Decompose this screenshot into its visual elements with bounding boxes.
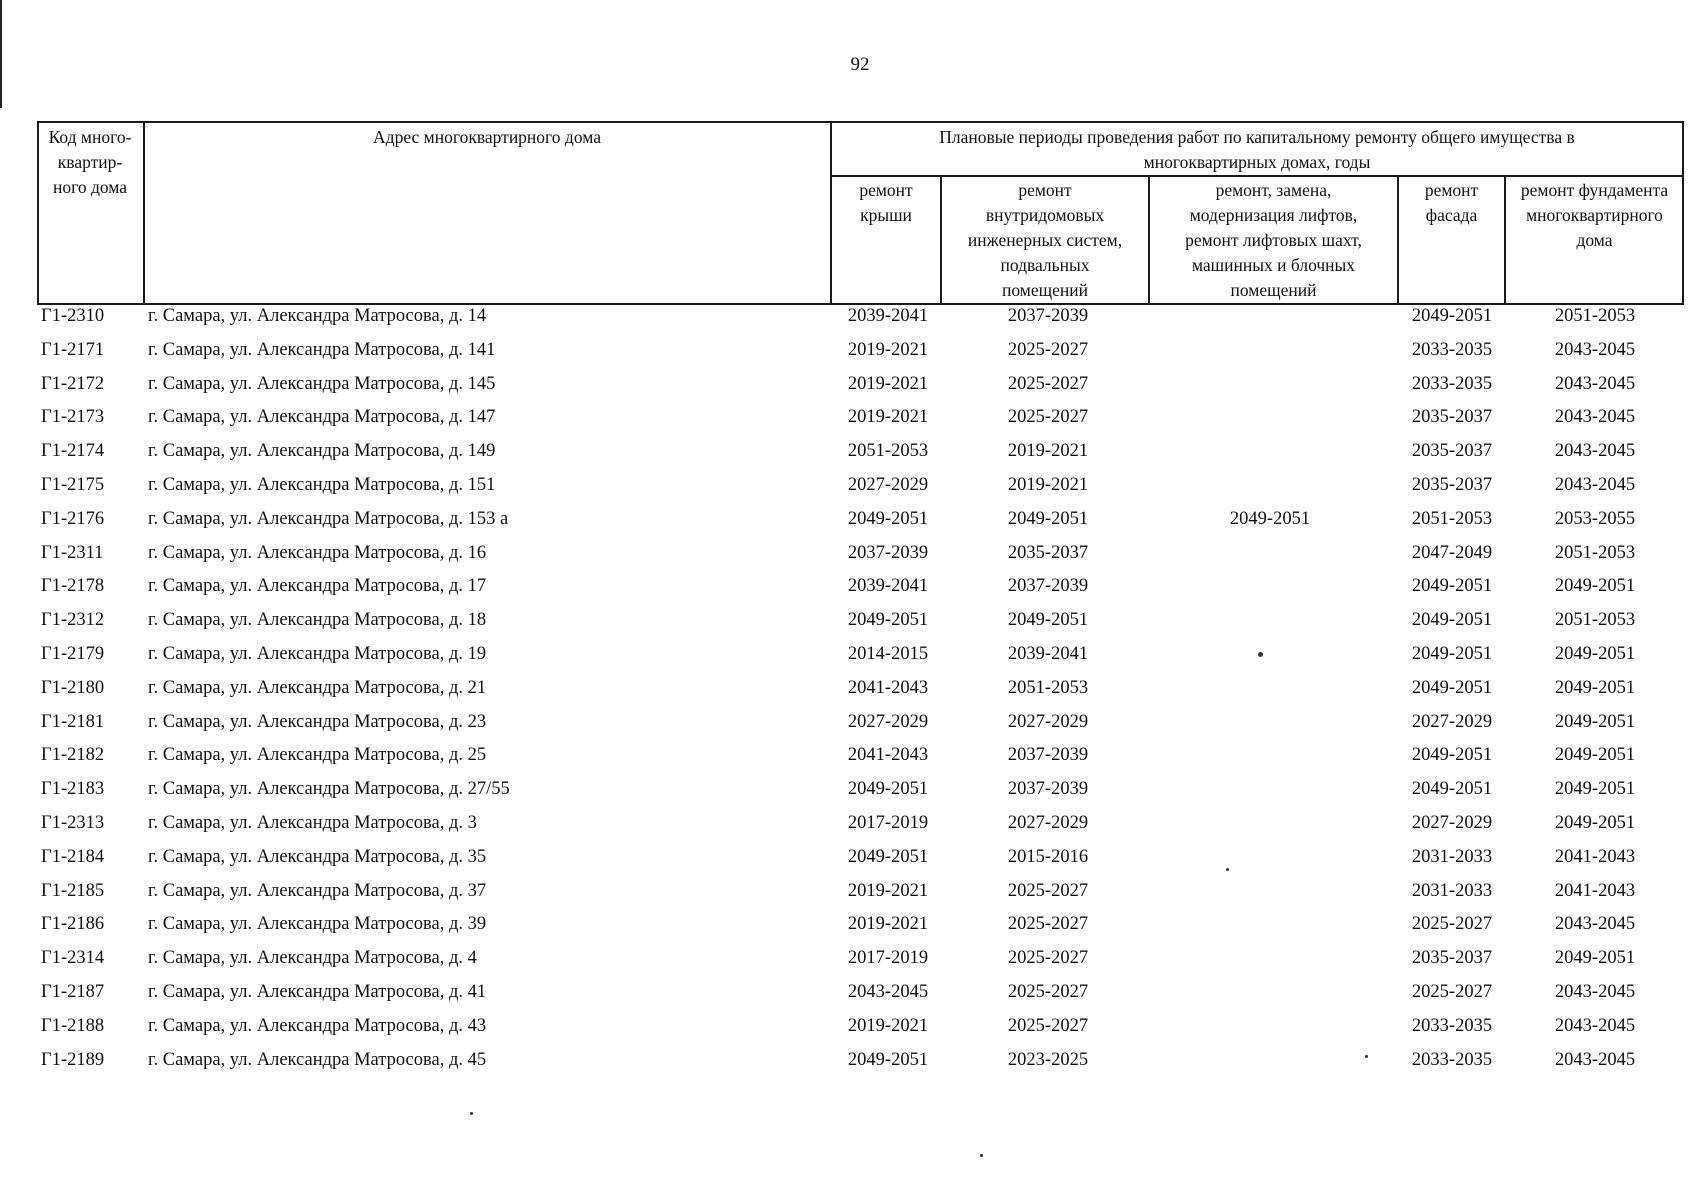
cell-code: Г1-2178 xyxy=(41,576,105,597)
cell-systems: 2025-2027 xyxy=(1007,948,1089,969)
cell-foundation: 2041-2043 xyxy=(1554,880,1636,901)
cell-systems: 2025-2027 xyxy=(1007,339,1089,360)
cell-code: Г1-2180 xyxy=(41,677,105,698)
header-foundation-line: многоквартирного xyxy=(1526,205,1663,225)
table-row xyxy=(0,403,1703,437)
table-row xyxy=(0,539,1703,573)
header-roof-line: крыши xyxy=(860,205,912,225)
cell-facade: 2051-2053 xyxy=(1411,508,1493,529)
cell-address: г. Самара, ул. Александра Матросова, д. 27/55 xyxy=(148,779,510,800)
cell-roof: 2051-2053 xyxy=(847,441,929,462)
cell-address: г. Самара, ул. Александра Матросова, д. 149 xyxy=(148,441,496,462)
table-row xyxy=(0,437,1703,471)
cell-facade: 2031-2033 xyxy=(1411,846,1493,867)
cell-facade: 2033-2035 xyxy=(1411,1049,1493,1070)
table-row xyxy=(0,606,1703,640)
cell-foundation: 2043-2045 xyxy=(1554,1049,1636,1070)
cell-address: г. Самара, ул. Александра Матросова, д. 141 xyxy=(148,339,496,360)
cell-address: г. Самара, ул. Александра Матросова, д. 35 xyxy=(148,846,487,867)
table-row xyxy=(0,674,1703,708)
table-row xyxy=(0,741,1703,775)
header-facade-line: ремонт xyxy=(1424,180,1479,200)
cell-facade: 2049-2051 xyxy=(1411,779,1493,800)
header-address: Адрес многоквартирного дома xyxy=(373,127,601,147)
cell-foundation: 2043-2045 xyxy=(1554,914,1636,935)
cell-address: г. Самара, ул. Александра Матросова, д. 153 а xyxy=(148,508,509,529)
cell-facade: 2035-2037 xyxy=(1411,407,1493,428)
table-row xyxy=(0,843,1703,877)
cell-address: г. Самара, ул. Александра Матросова, д. 14 xyxy=(148,306,487,326)
header-periods-title xyxy=(832,125,1682,175)
cell-facade: 2035-2037 xyxy=(1411,948,1493,969)
cell-address: г. Самара, ул. Александра Матросова, д. 4 xyxy=(148,948,477,969)
header-roof-line: ремонт xyxy=(859,180,913,200)
cell-foundation: 2051-2053 xyxy=(1554,610,1636,631)
cell-foundation: 2041-2043 xyxy=(1554,846,1636,867)
cell-roof: 2019-2021 xyxy=(847,373,929,394)
header-lifts-line: помещений xyxy=(1230,280,1317,300)
cell-facade: 2049-2051 xyxy=(1411,643,1493,664)
cell-code: Г1-2187 xyxy=(41,981,105,1002)
header-top-rule xyxy=(37,121,1684,123)
cell-systems: 2027-2029 xyxy=(1007,812,1089,833)
cell-systems: 2019-2021 xyxy=(1007,441,1089,462)
periods-divider-rule xyxy=(830,175,1684,177)
cell-address: г. Самара, ул. Александра Матросова, д. 37 xyxy=(148,880,487,901)
cell-foundation: 2049-2051 xyxy=(1554,812,1636,833)
cell-roof: 2041-2043 xyxy=(847,677,929,698)
cell-roof: 2049-2051 xyxy=(847,779,929,800)
cell-code: Г1-2184 xyxy=(41,846,105,867)
header-lifts-line: ремонт, замена, xyxy=(1215,180,1332,200)
cell-facade: 2049-2051 xyxy=(1411,677,1493,698)
cell-systems: 2025-2027 xyxy=(1007,914,1089,935)
cell-address: г. Самара, ул. Александра Матросова, д. 19 xyxy=(148,643,487,664)
table-row xyxy=(0,1012,1703,1046)
cell-address: г. Самара, ул. Александра Матросова, д. 21 xyxy=(148,677,487,698)
cell-roof: 2027-2029 xyxy=(847,711,929,732)
cell-roof: 2037-2039 xyxy=(847,542,929,563)
header-systems-line: инженерных систем, xyxy=(967,230,1123,250)
cell-facade: 2033-2035 xyxy=(1411,339,1493,360)
cell-systems: 2019-2021 xyxy=(1007,474,1089,495)
cell-roof: 2049-2051 xyxy=(847,610,929,631)
header-foundation-line: ремонт фундамента xyxy=(1520,180,1669,200)
cell-facade: 2049-2051 xyxy=(1411,610,1493,631)
cell-code: Г1-2171 xyxy=(41,339,105,360)
cell-foundation: 2049-2051 xyxy=(1554,643,1636,664)
scan-speck xyxy=(1258,652,1263,657)
header-periods-title-line: Плановые периоды проведения работ по капитальному ремонту общего имущества в xyxy=(939,127,1575,147)
cell-roof: 2049-2051 xyxy=(847,508,929,529)
header-lifts-line: ремонт лифтовых шахт, xyxy=(1185,230,1362,250)
cell-code: Г1-2311 xyxy=(41,542,104,563)
cell-roof: 2041-2043 xyxy=(847,745,929,766)
cell-roof: 2019-2021 xyxy=(847,914,929,935)
cell-systems: 2037-2039 xyxy=(1007,745,1089,766)
header-code-line: ного дома xyxy=(52,177,128,197)
table-row xyxy=(0,910,1703,944)
table-row xyxy=(0,944,1703,978)
table-row xyxy=(0,708,1703,742)
cell-foundation: 2043-2045 xyxy=(1554,981,1636,1002)
cell-code: Г1-2310 xyxy=(41,306,105,326)
cell-code: Г1-2188 xyxy=(41,1015,105,1036)
cell-code: Г1-2314 xyxy=(41,948,105,969)
cell-code: Г1-2313 xyxy=(41,812,105,833)
cell-systems: 2025-2027 xyxy=(1007,880,1089,901)
cell-facade: 2049-2051 xyxy=(1411,745,1493,766)
cell-address: г. Самара, ул. Александра Матросова, д. 145 xyxy=(148,373,496,394)
cell-facade: 2035-2037 xyxy=(1411,441,1493,462)
cell-roof: 2027-2029 xyxy=(847,474,929,495)
table-row xyxy=(0,336,1703,370)
cell-foundation: 2051-2053 xyxy=(1554,306,1636,326)
table-row xyxy=(0,572,1703,606)
cell-facade: 2027-2029 xyxy=(1411,812,1493,833)
cell-code: Г1-2182 xyxy=(41,745,105,766)
table-body xyxy=(0,302,1703,1079)
table-row xyxy=(0,505,1703,539)
cell-code: Г1-2174 xyxy=(41,441,105,462)
header-systems-line: внутридомовых xyxy=(985,205,1105,225)
cell-foundation: 2043-2045 xyxy=(1554,474,1636,495)
header-code-line: Код много- xyxy=(48,127,132,147)
header-facade xyxy=(1399,178,1504,228)
cell-foundation: 2049-2051 xyxy=(1554,745,1636,766)
cell-systems: 2025-2027 xyxy=(1007,373,1089,394)
cell-foundation: 2049-2051 xyxy=(1554,677,1636,698)
cell-systems: 2049-2051 xyxy=(1007,508,1089,529)
cell-address: г. Самара, ул. Александра Матросова, д. 17 xyxy=(148,576,487,597)
cell-code: Г1-2179 xyxy=(41,643,105,664)
table-row xyxy=(0,775,1703,809)
cell-systems: 2015-2016 xyxy=(1007,846,1089,867)
table-header xyxy=(37,121,1684,304)
table-row xyxy=(0,640,1703,674)
cell-roof: 2019-2021 xyxy=(847,880,929,901)
cell-systems: 2037-2039 xyxy=(1007,306,1089,326)
cell-code: Г1-2189 xyxy=(41,1049,105,1070)
table-row xyxy=(0,1046,1703,1080)
cell-systems: 2023-2025 xyxy=(1007,1049,1089,1070)
scan-speck xyxy=(980,1154,983,1157)
header-facade-line: фасада xyxy=(1425,205,1478,225)
header-lifts-line: машинных и блочных xyxy=(1191,255,1356,275)
cell-address: г. Самара, ул. Александра Матросова, д. 16 xyxy=(148,542,487,563)
table-row xyxy=(0,370,1703,404)
header-lifts-line: модернизация лифтов, xyxy=(1189,205,1358,225)
cell-systems: 2035-2037 xyxy=(1007,542,1089,563)
cell-foundation: 2043-2045 xyxy=(1554,339,1636,360)
cell-systems: 2025-2027 xyxy=(1007,1015,1089,1036)
scan-speck xyxy=(1226,868,1229,871)
cell-address: г. Самара, ул. Александра Матросова, д. 41 xyxy=(148,981,487,1002)
header-foundation xyxy=(1506,178,1683,253)
cell-address: г. Самара, ул. Александра Матросова, д. 147 xyxy=(148,407,496,428)
cell-foundation: 2053-2055 xyxy=(1554,508,1636,529)
header-code xyxy=(39,125,141,200)
cell-address: г. Самара, ул. Александра Матросова, д. 25 xyxy=(148,745,487,766)
table-row xyxy=(0,877,1703,911)
cell-roof: 2043-2045 xyxy=(847,981,929,1002)
cell-facade: 2035-2037 xyxy=(1411,474,1493,495)
cell-code: Г1-2176 xyxy=(41,508,105,529)
table-row xyxy=(0,809,1703,843)
cell-roof: 2049-2051 xyxy=(847,846,929,867)
cell-code: Г1-2183 xyxy=(41,779,105,800)
cell-foundation: 2043-2045 xyxy=(1554,1015,1636,1036)
cell-code: Г1-2186 xyxy=(41,914,105,935)
cell-address: г. Самара, ул. Александра Матросова, д. 45 xyxy=(148,1049,487,1070)
cell-facade: 2025-2027 xyxy=(1411,914,1493,935)
cell-code: Г1-2312 xyxy=(41,610,105,631)
cell-roof: 2039-2041 xyxy=(847,576,929,597)
cell-code: Г1-2181 xyxy=(41,711,105,732)
header-roof xyxy=(832,178,940,228)
header-systems xyxy=(942,178,1148,303)
cell-systems: 2049-2051 xyxy=(1007,610,1089,631)
cell-foundation: 2049-2051 xyxy=(1554,711,1636,732)
cell-address: г. Самара, ул. Александра Матросова, д. 3 xyxy=(148,812,477,833)
table-row xyxy=(0,302,1703,336)
cell-facade: 2033-2035 xyxy=(1411,1015,1493,1036)
cell-foundation: 2051-2053 xyxy=(1554,542,1636,563)
cell-systems: 2039-2041 xyxy=(1007,643,1089,664)
header-periods-title-line: многоквартирных домах, годы xyxy=(1143,152,1371,172)
cell-facade: 2025-2027 xyxy=(1411,981,1493,1002)
cell-roof: 2039-2041 xyxy=(847,306,929,326)
cell-roof: 2019-2021 xyxy=(847,1015,929,1036)
cell-systems: 2037-2039 xyxy=(1007,576,1089,597)
cell-systems: 2027-2029 xyxy=(1007,711,1089,732)
cell-foundation: 2043-2045 xyxy=(1554,373,1636,394)
header-lifts xyxy=(1150,178,1397,303)
cell-code: Г1-2172 xyxy=(41,373,105,394)
cell-address: г. Самара, ул. Александра Матросова, д. 43 xyxy=(148,1015,487,1036)
cell-code: Г1-2175 xyxy=(41,474,105,495)
table-row xyxy=(0,471,1703,505)
scan-speck xyxy=(470,1112,473,1115)
cell-foundation: 2049-2051 xyxy=(1554,576,1636,597)
cell-systems: 2037-2039 xyxy=(1007,779,1089,800)
cell-foundation: 2043-2045 xyxy=(1554,441,1636,462)
cell-systems: 2025-2027 xyxy=(1007,407,1089,428)
cell-systems: 2025-2027 xyxy=(1007,981,1089,1002)
cell-address: г. Самара, ул. Александра Матросова, д. 151 xyxy=(148,474,496,495)
scan-speck xyxy=(1365,1055,1368,1058)
cell-systems: 2051-2053 xyxy=(1007,677,1089,698)
cell-roof: 2014-2015 xyxy=(847,643,929,664)
header-systems-line: помещений xyxy=(1002,280,1088,300)
header-systems-line: ремонт xyxy=(1018,180,1072,200)
table-row xyxy=(0,978,1703,1012)
cell-foundation: 2049-2051 xyxy=(1554,779,1636,800)
cell-foundation: 2043-2045 xyxy=(1554,407,1636,428)
cell-roof: 2017-2019 xyxy=(847,812,929,833)
cell-lifts: 2049-2051 xyxy=(1229,508,1311,529)
cell-foundation: 2049-2051 xyxy=(1554,948,1636,969)
cell-code: Г1-2173 xyxy=(41,407,105,428)
cell-code: Г1-2185 xyxy=(41,880,105,901)
cell-facade: 2049-2051 xyxy=(1411,576,1493,597)
cell-address: г. Самара, ул. Александра Матросова, д. 23 xyxy=(148,711,487,732)
header-code-line: квартир- xyxy=(57,152,123,172)
cell-address: г. Самара, ул. Александра Матросова, д. 18 xyxy=(148,610,487,631)
cell-roof: 2049-2051 xyxy=(847,1049,929,1070)
page-number: 92 xyxy=(850,54,870,75)
cell-address: г. Самара, ул. Александра Матросова, д. 39 xyxy=(148,914,487,935)
cell-facade: 2027-2029 xyxy=(1411,711,1493,732)
cell-facade: 2033-2035 xyxy=(1411,373,1493,394)
cell-facade: 2031-2033 xyxy=(1411,880,1493,901)
header-foundation-line: дома xyxy=(1576,230,1613,250)
cell-roof: 2017-2019 xyxy=(847,948,929,969)
cell-roof: 2019-2021 xyxy=(847,339,929,360)
header-systems-line: подвальных xyxy=(1000,255,1090,275)
cell-facade: 2049-2051 xyxy=(1411,306,1493,326)
cell-roof: 2019-2021 xyxy=(847,407,929,428)
cell-facade: 2047-2049 xyxy=(1411,542,1493,563)
